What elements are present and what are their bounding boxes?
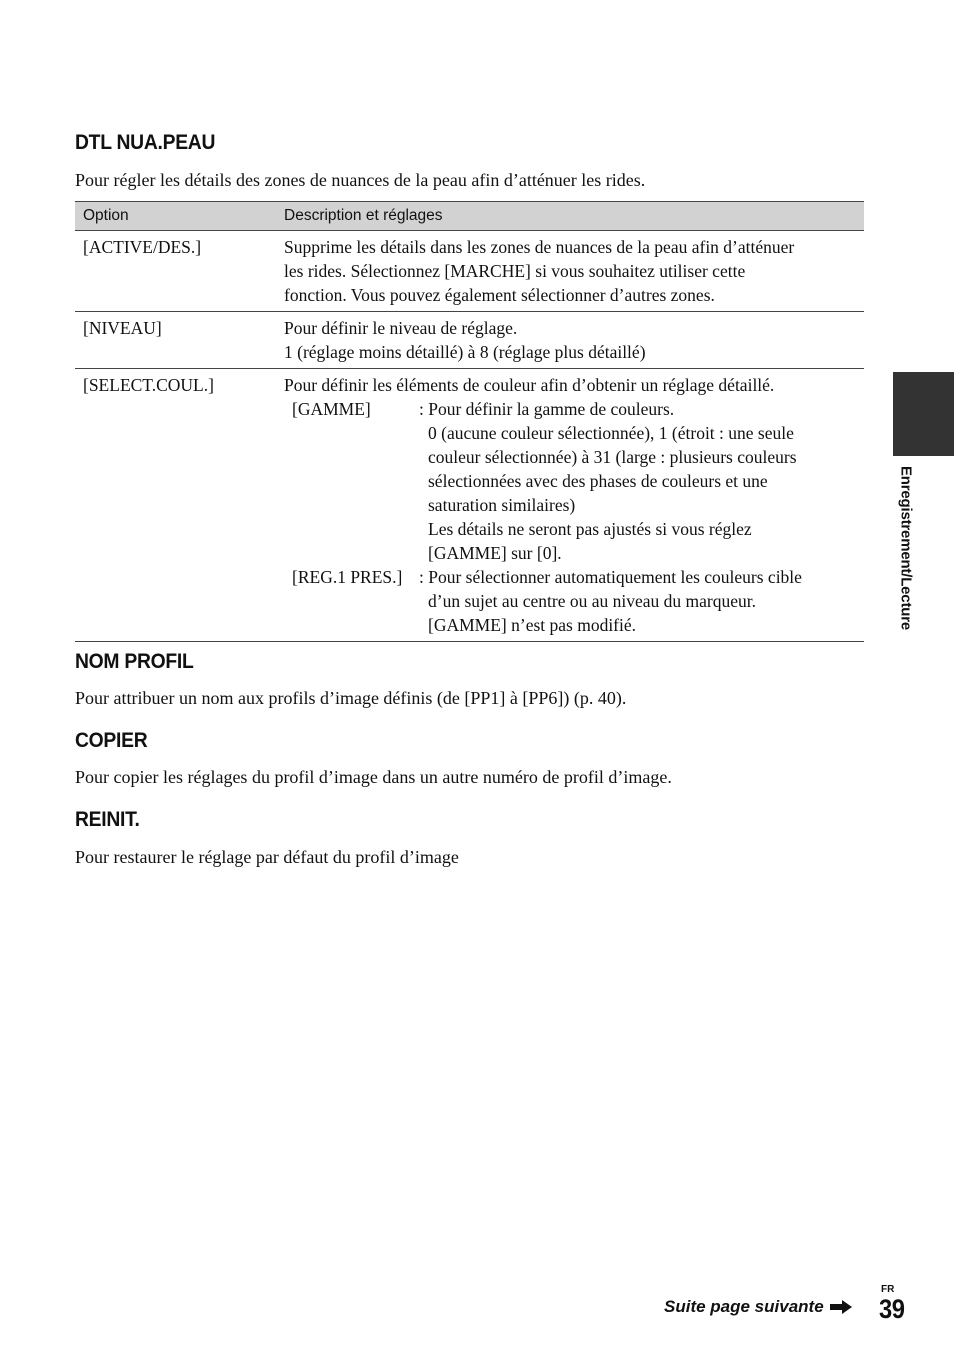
description-line: Pour définir les éléments de couleur afin d’obtenir un réglage détaillé. xyxy=(284,375,775,395)
table-row xyxy=(75,369,864,642)
next-page-note xyxy=(664,1297,852,1317)
table-row xyxy=(75,312,864,369)
sub-setting-reg1 xyxy=(284,565,856,637)
description-line: Pour définir le niveau de réglage. xyxy=(284,318,518,338)
sub-setting-line: saturation similaires) xyxy=(428,495,576,515)
description-line: Supprime les détails dans les zones de nuances de la peau afin d’atténuer xyxy=(284,237,795,257)
language-code: FR xyxy=(881,1284,895,1295)
next-page-text: Suite page suivante xyxy=(664,1297,824,1316)
description-cell xyxy=(276,231,864,312)
options-table xyxy=(75,201,864,642)
section-title-nom-profil: NOM PROFIL xyxy=(75,650,194,673)
sub-setting-line: 0 (aucune couleur sélectionnée), 1 (étroit : une seule xyxy=(428,423,794,443)
description-cell xyxy=(276,312,864,369)
table-row xyxy=(75,231,864,312)
sub-setting-key: [REG.1 PRES.] xyxy=(292,567,403,587)
section-title-copier: COPIER xyxy=(75,729,148,752)
sub-setting-line: : Pour sélectionner automatiquement les couleurs cible xyxy=(419,567,802,587)
description-cell xyxy=(276,369,864,642)
section-text-copier: Pour copier les réglages du profil d’image dans un autre numéro de profil d’image. xyxy=(75,767,672,787)
description-line: 1 (réglage moins détaillé) à 8 (réglage plus détaillé) xyxy=(284,342,646,362)
side-label-text: Enregistrement/Lecture xyxy=(897,466,915,630)
header-description: Description et réglages xyxy=(276,202,864,231)
sub-setting-line: couleur sélectionnée) à 31 (large : plusieurs couleurs xyxy=(428,447,797,467)
section-text-reinit: Pour restaurer le réglage par défaut du profil d’image xyxy=(75,847,459,867)
sub-setting-line: d’un sujet au centre ou au niveau du marqueur. xyxy=(428,591,757,611)
side-label xyxy=(893,466,919,666)
section-text-nom-profil: Pour attribuer un nom aux profils d’image définis (de [PP1] à [PP6]) (p. 40). xyxy=(75,688,627,708)
arrow-right-icon xyxy=(830,1300,852,1314)
sub-setting-line: : Pour définir la gamme de couleurs. xyxy=(419,399,675,419)
sub-setting-line: [GAMME] sur [0]. xyxy=(428,543,562,563)
section-title-dtl: DTL NUA.PEAU xyxy=(75,131,216,154)
sub-setting-line: sélectionnées avec des phases de couleurs et une xyxy=(428,471,768,491)
description-line: fonction. Vous pouvez également sélectionner d’autres zones. xyxy=(284,285,715,305)
option-cell: [SELECT.COUL.] xyxy=(75,369,276,642)
sub-setting-line: [GAMME] n’est pas modifié. xyxy=(428,615,637,635)
section-intro-dtl: Pour régler les détails des zones de nuances de la peau afin d’atténuer les rides. xyxy=(75,170,646,190)
page-number: 39 xyxy=(879,1294,905,1324)
description-line: les rides. Sélectionnez [MARCHE] si vous souhaitez utiliser cette xyxy=(284,261,746,281)
sub-setting-key: [GAMME] xyxy=(292,399,371,419)
section-title-reinit: REINIT. xyxy=(75,808,140,831)
option-cell: [NIVEAU] xyxy=(75,312,276,369)
sub-setting-line: Les détails ne seront pas ajustés si vous réglez xyxy=(428,519,752,539)
sub-setting-gamme xyxy=(284,397,856,565)
option-cell: [ACTIVE/DES.] xyxy=(75,231,276,312)
table-header-row xyxy=(75,202,864,231)
header-option: Option xyxy=(75,202,276,231)
chapter-tab xyxy=(893,372,954,456)
